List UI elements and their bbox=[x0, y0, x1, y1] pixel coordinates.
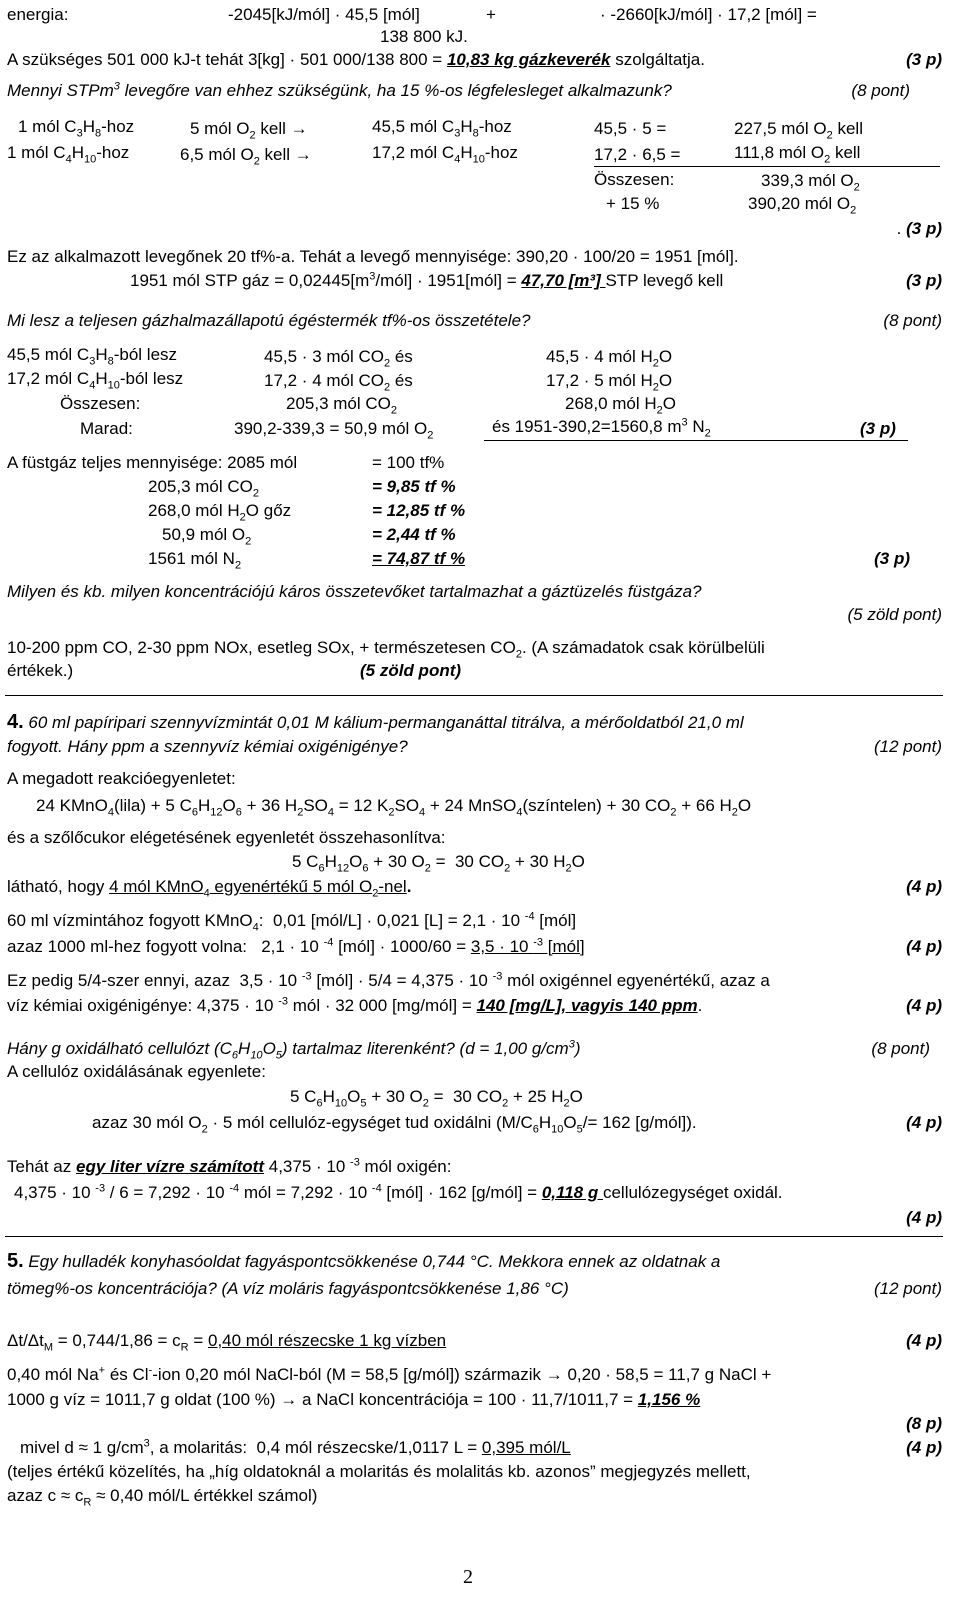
reaction-equation: 24 KMnO$_4$(lila) + 5 $C_6H_{12}O_6 + 36$ $H_2SO_4 = 12$ $K_2SO_4 + 24$ MnSO$_4$(színtelen) + 30 $CO_2 + 66$ $H_2O$ bbox=[36, 796, 752, 819]
cod-result: víz kémiai oxigénigénye: 4,375 · 10 $^{-3}$ mól · 32 000 [mg/mól] = 140 [mg/L], vagyis 140 ppm. bbox=[7, 995, 703, 1015]
t2-remain-label: Marad: bbox=[80, 419, 133, 438]
points-badge: (8 pont) bbox=[883, 311, 942, 330]
gas-mixture-line: A szükséges 501 000 kJ-t tehát 3[kg] · 501 000/138 800 = 10,83 kg gázkeverék szolgáltatja. bbox=[7, 50, 705, 69]
freezing-ratio: $\Delta t/\Delta t_M = 0,744/1,86 = c_R = 0,40$ mól részecske 1 kg vízben bbox=[7, 1331, 447, 1354]
points-badge: (5 zöld pont) bbox=[847, 605, 942, 624]
t2-remain-o2: 390,2-339,3 = 50,9 mól $O_2$ bbox=[234, 419, 434, 442]
section-4-question: 4. 60 ml papíripari szennyvízmintát 0,01 M kálium-permanganáttal titrálva, a mérőoldatból 21,0 ml bbox=[7, 711, 744, 733]
section-5-question-cont: tömeg%-os koncentrációja? (A víz moláris fagyáspontcsökkenése 1,86 °C) bbox=[7, 1279, 569, 1298]
stp-volume-line: 1951 mól STP gáz = $0,02445[m^3/mól]$ · 1951[mól] = 47,70 [m³] STP levegő kell bbox=[130, 270, 724, 290]
t1-r1-c5: 227,5 mól $O_2$ kell bbox=[734, 119, 863, 142]
points-badge: . (3 p) bbox=[896, 219, 942, 238]
air-quantity-line: Ez az alkalmazott levegőnek 20 tf%-a. Tehát a levegő mennyisége: 390,20 · 100/20 = 1951 [mól]. bbox=[7, 247, 739, 266]
nacl-concentration: 1000 g víz = 1011,7 g oldat (100 %) → a NaCl koncentrációja = 100 · 11,7/1011,7 = 1,156 % bbox=[7, 1390, 701, 1409]
points-badge: (4 p) bbox=[906, 1208, 942, 1227]
approximation-note-cont: azaz $c \approx c_R \approx 0,40$ mól/L értékkel számol) bbox=[7, 1486, 318, 1509]
points-badge: (4 p) bbox=[906, 1438, 942, 1457]
points-badge: (3 p) bbox=[906, 271, 942, 290]
energy-term-propane: -2045[kJ/mól] · 45,5 [mól] bbox=[228, 5, 420, 24]
t1-r1-c2: 5 mól $O_2$ kell → bbox=[190, 119, 308, 142]
question-pollutants: Milyen és kb. milyen koncentrációjú káros összetevőket tartalmazhat a gáztüzelés füstgáza? bbox=[7, 582, 702, 601]
energy-label: energia: bbox=[7, 5, 69, 24]
t1-r2-c4: 17,2 · 6,5 = bbox=[594, 145, 681, 164]
points-badge: (8 pont) bbox=[871, 1039, 930, 1058]
glucose-intro: és a szőlőcukor elégetésének egyenletét összehasonlítva: bbox=[7, 828, 446, 847]
t1-r1-c3: 45,5 mól $C_3H_8$-hoz bbox=[372, 117, 512, 140]
flue-co2: 205,3 mól $CO_2$ bbox=[148, 477, 260, 500]
kmno4-consumed: 60 ml vízmintához fogyott KMnO$_4$: 0,01 [mól/L] · 0,021 [L] = 2,1 · 10 $^{-4}$ [mól] bbox=[7, 910, 577, 934]
flue-o2: 50,9 mól $O_2$ bbox=[162, 525, 252, 548]
points-badge: (3 p) bbox=[874, 549, 910, 568]
t2-r2-c2: 17,2 · 4 mól $CO_2$ és bbox=[264, 371, 413, 394]
t1-r2-c2: 6,5 mól $O_2$ kell → bbox=[180, 145, 312, 168]
flue-co2-pct: = 9,85 tf % bbox=[372, 477, 456, 496]
approximation-note: (teljes értékű közelítés, ha „híg oldatoknál a molaritás és molalitás kb. azonos” megjegyzés mellett, bbox=[7, 1462, 751, 1481]
points-badge: (3 p) bbox=[906, 50, 942, 69]
t2-total-co2: 205,3 mól $CO_2$ bbox=[286, 394, 398, 417]
section-5-question: 5. Egy hulladék konyhasóoldat fagyáspontcsökkenése 0,744 °C. Mekkora ennek az oldatnak a bbox=[7, 1250, 721, 1272]
section-divider bbox=[5, 695, 943, 696]
t1-r2-c5: 111,8 mól $O_2$ kell bbox=[734, 143, 861, 166]
points-badge: (5 zöld pont) bbox=[360, 661, 462, 680]
t1-r1-c4: 45,5 · 5 = bbox=[594, 119, 667, 138]
answer-pollutants: 10-200 ppm CO, 2-30 ppm NOx, esetleg SOx, + természetesen $CO_2$. (A számadatok csak körülbelüli bbox=[7, 638, 765, 661]
plus-sign: + bbox=[486, 5, 496, 24]
t2-remain-n2: és 1951-390,2=1560,8 $m^3$ $N_2$ bbox=[492, 416, 711, 440]
molarity-line: mivel d ≈ 1 $g/cm^3$, a molaritás: 0,4 mól részecske/1,0117 L = 0,395 mól/L bbox=[20, 1437, 571, 1457]
points-badge: (4 p) bbox=[906, 877, 942, 896]
flue-h2o: 268,0 mól $H_2O$ gőz bbox=[148, 501, 292, 524]
cellulose-ratio: azaz 30 mól $O_2 \cdot 5$ mól cellulóz-egységet tud oxidálni ($M/C_6H_{10}O_5/= 162$ [g/mól]). bbox=[92, 1113, 697, 1136]
points-badge: (4 p) bbox=[906, 996, 942, 1015]
kmno4-per-litre: azaz 1000 ml-hez fogyott volna: 2,1 · 10 $^{-4}$ [mól] · 1000/60 = 3,5 · 10 $^{-3}$ [mól] bbox=[7, 936, 585, 956]
remain-rule bbox=[484, 440, 908, 441]
points-badge: (8 p) bbox=[906, 1414, 942, 1433]
energy-term-butane: · -2660[kJ/mól] · 17,2 [mól] = bbox=[600, 5, 817, 24]
t2-r1-c2: 45,5 · 3 mól $CO_2$ és bbox=[264, 347, 413, 370]
t1-r2-c1: 1 mól $C_4H_{10}$-hoz bbox=[7, 143, 130, 166]
points-badge: (4 p) bbox=[906, 1113, 942, 1132]
section-4-question-cont: fogyott. Hány ppm a szennyvíz kémiai oxigénigénye? bbox=[7, 737, 408, 756]
points-badge: (8 pont) bbox=[851, 81, 910, 100]
cellulose-question: Hány g oxidálható cellulózt $(C_6H_{10}O_5)$ tartalmaz literenként? (d = 1,00 $g/cm^3$) bbox=[7, 1038, 581, 1062]
answer-pollutants-cont: értékek.) bbox=[7, 661, 74, 680]
flue-o2-pct: = 2,44 tf % bbox=[372, 525, 456, 544]
cellulose-intro: A cellulóz oxidálásának egyenlete: bbox=[7, 1062, 266, 1081]
points-badge: (12 pont) bbox=[873, 1279, 942, 1298]
flue-total-value: = 100 tf% bbox=[372, 453, 445, 472]
cellulose-result: 4,375 · 10 $^{-3}$ / 6 = 7,292 · 10 $^{-4}$ mól = 7,292 · 10 $^{-4}$ [mól] · 162 [g/mól] = 0,118 g cellulózegységet oxidál. bbox=[14, 1182, 783, 1202]
t1-r2-c3: 17,2 mól $C_4H_{10}$-hoz bbox=[372, 143, 518, 166]
page-number: 2 bbox=[463, 1566, 473, 1588]
t2-r1-c1: 45,5 mól $C_3H_8$-ból lesz bbox=[7, 345, 178, 368]
flue-h2o-pct: = 12,85 tf % bbox=[372, 501, 466, 520]
question-composition: Mi lesz a teljesen gázhalmazállapotú égéstermék tf%-os összetétele? bbox=[7, 311, 531, 330]
t2-total-h2o: 268,0 mól $H_2O$ bbox=[565, 394, 677, 417]
t2-total-label: Összesen: bbox=[60, 394, 141, 413]
t1-r1-c1: 1 mól $C_3H_8$-hoz bbox=[18, 117, 135, 140]
energy-result: 138 800 kJ. bbox=[380, 27, 468, 46]
t2-r1-c3: 45,5 · 4 mól $H_2O$ bbox=[546, 347, 673, 370]
t1-total-value: 339,3 mól $O_2$ bbox=[761, 171, 860, 194]
flue-total-label: A füstgáz teljes mennyisége: 2085 mól bbox=[7, 453, 298, 472]
oxygen-equivalent: Ez pedig 5/4-szer ennyi, azaz 3,5 · 10 $^{-3}$ [mól] · 5/4 = 4,375 · 10 $^{-3}$ mól oxigénnel egyenértékű, azaz a bbox=[7, 970, 770, 990]
points-badge: (4 p) bbox=[906, 1331, 942, 1350]
points-badge: (3 p) bbox=[860, 419, 896, 438]
t2-r2-c1: 17,2 mól $C_4H_{10}$-ból lesz bbox=[7, 369, 184, 392]
points-badge: (4 p) bbox=[906, 937, 942, 956]
nacl-origin: 0,40 mól Na+ és Cl--ion 0,20 mól NaCl-ból (M = 58,5 [g/mól]) származik → 0,20 · 58,5 = 11,7 g NaCl + bbox=[7, 1364, 772, 1384]
cellulose-equation: 5 $C_6H_{10}O_5 + 30$ $O_2 = 30$ $CO_2 + 25$ $H_2O$ bbox=[290, 1087, 583, 1110]
section-divider bbox=[5, 1236, 943, 1237]
glucose-equation: 5 $C_6H_{12}O_6 + 30$ $O_2 = 30$ $CO_2 + 30$ $H_2O$ bbox=[292, 852, 585, 875]
equivalence-line: látható, hogy 4 mól KMnO$_4$ egyenértékű 5 mól $O_2$-nel. bbox=[7, 877, 412, 900]
cellulose-basis: Tehát az egy liter vízre számított 4,375 · 10 $^{-3}$ mól oxigén: bbox=[7, 1156, 452, 1176]
t1-excess-label: + 15 % bbox=[606, 194, 660, 213]
flue-n2: 1561 mól $N_2$ bbox=[148, 549, 242, 572]
reaction-intro: A megadott reakcióegyenletet: bbox=[7, 769, 236, 788]
question-air: Mennyi STPm$^3$ levegőre van ehhez szükségünk, ha 15 %-os légfelesleget alkalmazunk? bbox=[7, 80, 672, 100]
t1-excess-value: 390,20 mól $O_2$ bbox=[748, 194, 857, 217]
t2-r2-c3: 17,2 · 5 mól $H_2O$ bbox=[546, 371, 673, 394]
sum-rule bbox=[594, 166, 940, 167]
points-badge: (12 pont) bbox=[873, 737, 942, 756]
t1-total-label: Összesen: bbox=[594, 170, 675, 189]
flue-n2-pct: = 74,87 tf % bbox=[372, 549, 466, 568]
